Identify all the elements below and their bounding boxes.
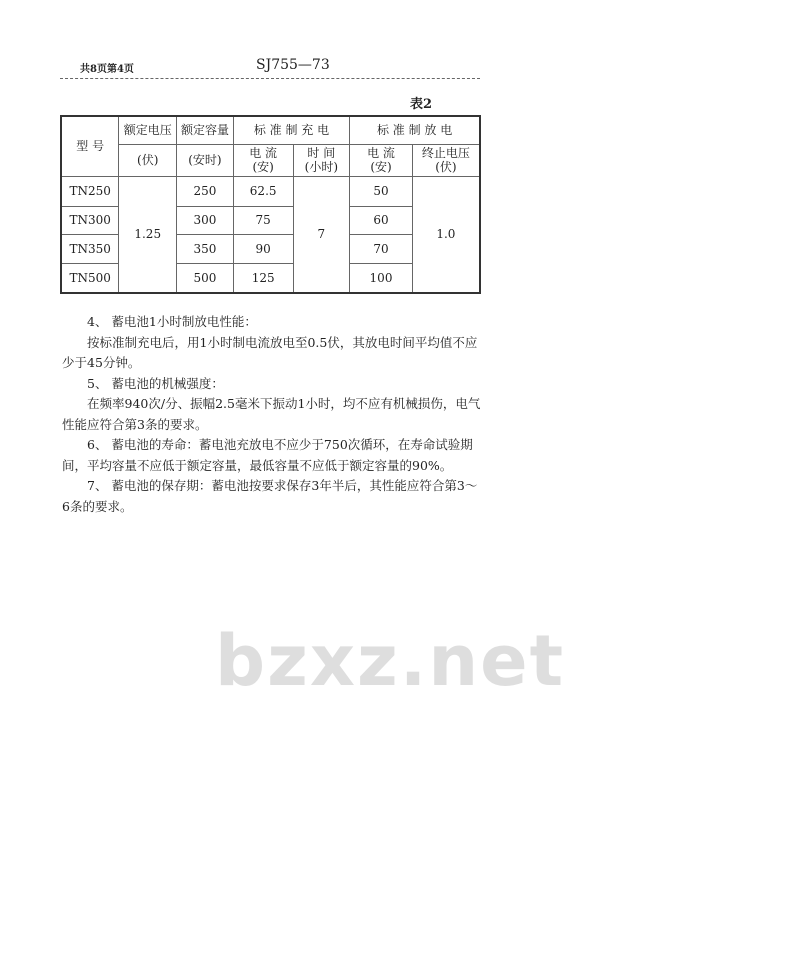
header-discharge: 标 准 制 放 电 [350, 116, 480, 144]
document-number: SJ755—73 [256, 57, 330, 73]
header-end-voltage [412, 144, 480, 176]
capacity: 300 [177, 206, 234, 234]
header-voltage-unit: (伏) [119, 144, 177, 176]
table-row [61, 176, 480, 206]
clause-7: 7、 蓄电池的保存期：蓄电池按要求保存3年半后，其性能应符合第3～6条的要求。 [62, 478, 478, 514]
label: 时 间 [307, 146, 336, 160]
header-voltage: 额定电压 [119, 116, 177, 144]
capacity: 250 [177, 176, 234, 206]
capacity: 350 [177, 234, 234, 263]
clause-5-heading: 5、 蓄电池的机械强度： [87, 375, 224, 391]
watermark: bzxz.net [215, 620, 566, 702]
unit: (小时) [304, 160, 339, 174]
charge-current: 75 [233, 206, 293, 234]
header-model: 型 号 [61, 116, 119, 176]
header-capacity: 额定容量 [177, 116, 234, 144]
discharge-current: 50 [350, 176, 413, 206]
unit: (安) [252, 160, 274, 174]
label: 电 流 [249, 146, 278, 160]
table-caption: 表2 [410, 97, 433, 112]
charge-current: 90 [233, 234, 293, 263]
unit: (伏) [435, 160, 457, 174]
header-charge: 标 准 制 充 电 [233, 116, 349, 144]
header-divider [60, 78, 480, 79]
header-capacity-unit: (安时) [177, 144, 234, 176]
clause-4-heading: 4、 蓄电池1小时制放电性能： [87, 314, 257, 329]
discharge-current: 70 [350, 234, 413, 263]
charge-current: 62.5 [233, 176, 293, 206]
body-text [62, 312, 482, 517]
model: TN500 [61, 263, 119, 293]
discharge-current: 60 [350, 206, 413, 234]
header-charge-time [293, 144, 350, 176]
end-voltage: 1.0 [412, 176, 480, 293]
page-info: 共8页第4页 [80, 64, 134, 75]
model: TN350 [61, 234, 119, 263]
battery-spec-table [60, 115, 481, 294]
header-discharge-current [350, 144, 413, 176]
label: 电 流 [367, 146, 395, 160]
clause-4-body: 按标准制充电后，用1小时制电流放电至0.5伏，其放电时间平均值不应少于45分钟。 [62, 334, 478, 370]
voltage: 1.25 [119, 176, 177, 293]
header-charge-current [233, 144, 293, 176]
model: TN250 [61, 176, 119, 206]
model: TN300 [61, 206, 119, 234]
clause-6: 6、 蓄电池的寿命：蓄电池充放电不应少于750次循环，在寿命试验期间，平均容量不应低于额定容量，最低容量不应低于额定容量的90%。 [62, 437, 473, 473]
unit: (安) [370, 160, 392, 174]
discharge-current: 100 [350, 263, 413, 293]
charge-current: 125 [233, 263, 293, 293]
charge-time: 7 [293, 176, 350, 293]
clause-5-body: 在频率940次/分、振幅2.5毫米下振动1小时，均不应有机械损伤，电气性能应符合第3条的要求。 [62, 396, 481, 432]
capacity: 500 [177, 263, 234, 293]
label: 终止电压 [421, 146, 470, 160]
